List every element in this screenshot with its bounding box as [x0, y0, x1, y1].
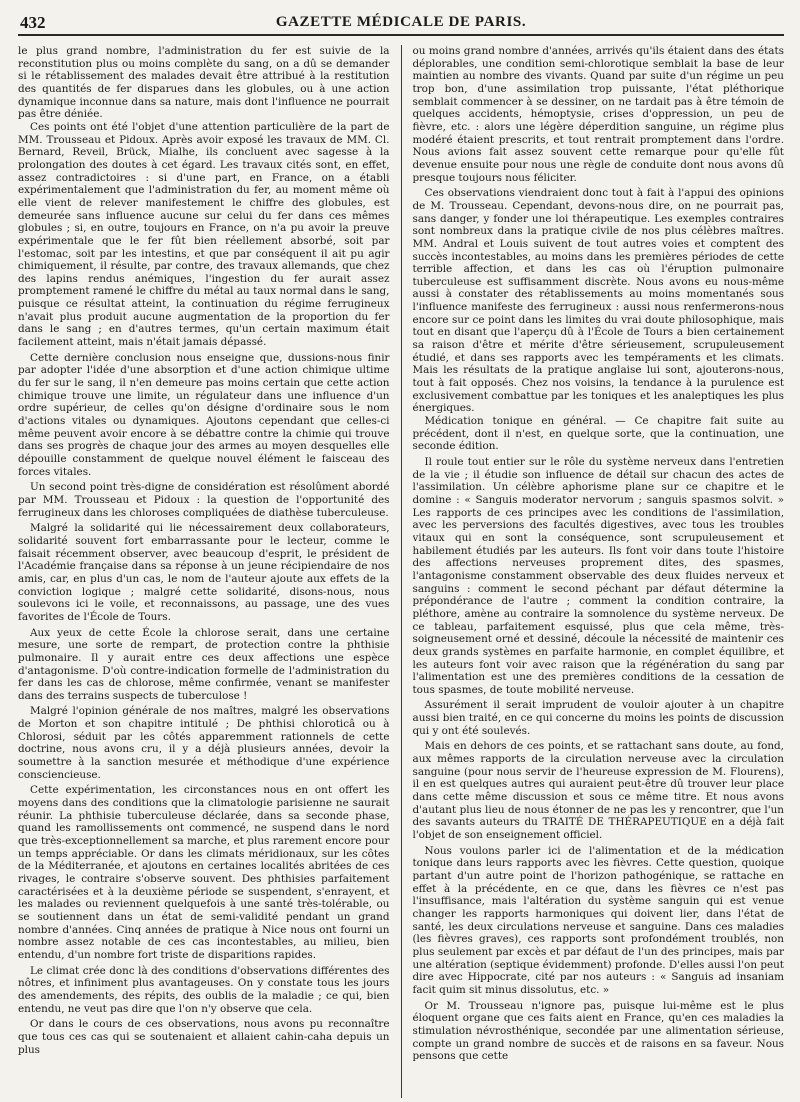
- page-number: 432: [20, 13, 46, 32]
- paragraph: Malgré la solidarité qui lie nécessairement deux collaborateurs, solidarité souvent fort embarrassante pour le lecteur, comme le faisait récemment observer, avec beaucoup d'esprit, le président de l'Académie française dans sa réponse à un jeune récipiendaire de nos amis, car, en plus d'un cas, le nom de l'auteur ajoute aux effets de la conviction logique ; malgré cette solidarité, disons-nous, nous soulevons ici le voile, et reconnaissons, au passage, une des vues favorites de l'École de Tours.: [18, 522, 390, 623]
- paragraph: Malgré l'opinion générale de nos maîtres, malgré les observations de Morton et son chapitre intitulé ; De phthisi chloroticâ ou à Chlorosi, séduit par les côtés apparemment rationnels de cette doctrine, nous avons cru, il y a déjà plusieurs années, devoir la soumettre à la sanction mesurée et méthodique d'une expérience consciencieuse.: [18, 705, 390, 781]
- left-column: [18, 45, 390, 1098]
- paragraph: Cette dernière conclusion nous enseigne que, dussions-nous finir par adopter l'idée d'une absorption et d'une action chimique ultime du fer sur le sang, il n'en demeure pas moins certain que cette action chimique trouve une limite, un régulateur dans une influence d'un ordre supérieur, de celles qu'on désigne d'ordinaire sous le nom d'actions vitales ou dynamiques. Ajoutons cependant que celles-ci même peuvent avoir encore à se débattre contre la chimie qui trouve dans ses progrès de chaque jour des armes au moyen desquelles elle dépouille constamment de quelque nouvel élément le faisceau des forces vitales.: [18, 351, 390, 478]
- paragraph: Nous voulons parler ici de l'alimentation et de la médication tonique dans leurs rapports avec les fièvres. Cette question, quoique partant d'un autre point de l'horizon pathogénique, se rattache en effet à la précédente, en ce que, dans les fièvres ce n'est pas l'insuffisance, mais l'altération du système sanguin qui est venue changer les rapports harmoniques qui doivent lier, dans l'état de santé, les deux circulations nerveuse et sanguine. Dans ces maladies (les fièvres graves), ces rapports sont profondément troublés, non plus seulement par excès et par défaut de l'un des principes, mais par une altération (septique évidemment) profonde. D'elles aussi l'on peut dire avec Hippocrate, cité par nos auteurs : « Sanguis ad insaniam facit quim sit minus dissolutus, etc. »: [412, 844, 784, 996]
- paragraph: Ces points ont été l'objet d'une attention particulière de la part de MM. Trousseau et Pidoux. Après avoir exposé les travaux de MM. Cl. Bernard, Reveil, Brück, Mialhe, ils concluent avec sagesse à la prolongation des doutes à cet égard. Les travaux cités sont, en effet, assez contradictoires : si d'une part, en France, on a établi expérimentalement que l'administration du fer, au moment même où elle vient de relever manifestement le chiffre des globules, est demeurée sans influence aucune sur celui du fer dans ces mêmes globules ; si, en outre, toujours en France, on n'a pu avoir la preuve expérimentale que le fer fût bien réellement absorbé, soit par l'estomac, soit par les intestins, et que par conséquent il ait pu agir chimiquement, il résulte, par contre, des travaux allemands, que chez des lapins rendus anémiques, l'ingestion du fer aurait assez promptement ramené le chiffre du métal au taux normal dans le sang, puisque ce résultat atteint, la continuation du régime ferrugineux n'avait plus produit aucune augmentation de la proportion du fer dans le sang ; en d'autres termes, qu'un certain maximum était facilement atteint, mais n'était jamais dépassé.: [18, 120, 390, 349]
- paragraph: Assurément il serait imprudent de vouloir ajouter à un chapitre aussi bien traité, en ce qui concerne du moins les points de discussion qui y ont été soulevés.: [412, 699, 784, 737]
- publication-title: GAZETTE MÉDICALE DE PARIS.: [275, 14, 527, 30]
- paragraph: Or dans le cours de ces observations, nous avons pu reconnaître que tous ces cas qui se soutenaient et allaient cahin-caha depuis un plus: [18, 1018, 390, 1056]
- paragraph: Le climat crée donc là des conditions d'observations différentes des nôtres, et infiniment plus avantageuses. On y constate tous les jours des amendements, des répits, des oublis de la maladie ; ce qui, bien entendu, ne veut pas dire que l'on n'y observe que cela.: [18, 964, 390, 1015]
- paragraph: Il roule tout entier sur le rôle du système nerveux dans l'entretien de la vie ; il étudie son influence de détail sur chacun des actes de l'assimilation. Un célèbre aphorisme plane sur ce chapitre et le domine : « Sanguis moderator nervorum ; sanguis spasmos solvit. » Les rapports de ces principes avec les conditions de l'assimilation, avec les perversions des facultés digestives, avec tous les troubles vitaux qui en sont la conséquence, sont scrupuleusement et habilement étudiés par les auteurs. Ils font voir dans toute l'histoire des affections nerveuses proprement dites, des spasmes, l'antagonisme constamment observable des deux fluides nerveux et sanguins : comment le second péchant par défaut détermine la prépondérance de l'autre ; comment la condition contraire, la pléthore, amène au contraire la somnolence du système nerveux. De ce tableau, parfaitement esquissé, plus que cela même, très-soigneusement orné et dessiné, découle la nécessité de maintenir ces deux grands systèmes en parfaite harmonie, en complet équilibre, et les auteurs font voir avec raison que la régénération du sang par l'alimentation est une des premières conditions de la cessation de tous spasmes, de toute mobilité nerveuse.: [412, 456, 784, 696]
- page-header: [18, 12, 784, 36]
- text-columns: [18, 45, 784, 1098]
- paragraph: Or M. Trousseau n'ignore pas, puisque lui-même est le plus éloquent organe que ces faits aient en France, qu'en ces maladies la stimulation névrosthénique, secondée par une alimentation sérieuse, compte un grand nombre de succès et de raisons en sa faveur. Nous pensons que cette: [412, 999, 784, 1063]
- right-column: [413, 45, 785, 1098]
- paragraph: Cette expérimentation, les circonstances nous en ont offert les moyens dans des conditions que la climatologie parisienne ne saurait réunir. La phthisie tuberculeuse déclarée, dans sa seconde phase, quand les ramollissements ont commencé, ne suspend dans le nord que très-exceptionnellement sa marche, et plus rarement encore pour un temps appréciable. Or dans les climats méridionaux, sur les côtes de la Méditerranée, et ajoutons en certaines localités abritées de ces rivages, le contraire s'observe souvent. Des phthisies parfaitement caractérisées et à la deuxième période se suspendent, s'enrayent, et les malades ou reviennent quelquefois à une santé très-tolérable, ou se soutiennent dans un état de semi-validité pendant un grand nombre d'années. Cinq années de pratique à Nice nous ont fourni un nombre assez notable de ces cas incontestables, au milieu, bien entendu, d'un nombre fort triste de disparitions rapides.: [18, 784, 390, 961]
- paragraph: ou moins grand nombre d'années, arrivés qu'ils étaient dans des états déplorables, une condition semi-chlorotique semblait la base de leur maintien au nombre des vivants. Quand par suite d'un régime un peu trop bon, d'une assimilation trop puissante, l'état pléthorique semblait commencer à se dessiner, on ne tardait pas à être témoin de quelques accidents, hémoptysie, crises d'oppression, un peu de fièvre, etc. : alors une légère déperdition sanguine, un régime plus modéré étaient prescrits, et tout rentrait promptement dans l'ordre. Nous avions fait assez souvent cette remarque pour qu'elle fût devenue ensuite pour nous une règle de conduite dont nous avons dû presque toujours nous féliciter.: [412, 45, 784, 184]
- section-heading-paragraph: Médication tonique en général. — Ce chapitre fait suite au précédent, dont il n'est, en quelque sorte, que la continuation, une seconde édition.: [412, 415, 784, 453]
- paragraph: Ces observations viendraient donc tout à fait à l'appui des opinions de M. Trousseau. Cependant, devons-nous dire, on ne pourrait pas, sans danger, y fonder une loi thérapeutique. Les exemples contraires sont nombreux dans la pratique civile de nos plus célèbres maîtres. MM. Andral et Louis suivent de tout autres voies et comptent des succès incontestables, au moins dans les premières périodes de cette terrible affection, et dans les cas où l'éruption pulmonaire tuberculeuse est suffisamment discrète. Nous avons eu nous-même aussi à constater des rétablissements au moins momentanés sous l'influence manifeste des ferrugineux : aussi nous renfermerons-nous encore sur ce point dans les limites du vrai doute philosophique, mais tout en disant que l'aperçu dû à l'École de Tours a bien certainement sa raison d'être et mérite d'être sérieusement, scrupuleusement étudié, et dans ses rapports avec les tempéraments et les climats. Mais les résultats de la pratique anglaise lui sont, ajouterons-nous, tout à fait opposés. Chez nos voisins, la tendance à la purulence est exclusivement combattue par les toniques et les analeptiques les plus énergiques.: [412, 187, 784, 415]
- column-divider: [401, 45, 402, 1098]
- paragraph: le plus grand nombre, l'administration du fer est suivie de la reconstitution plus ou moins complète du sang, on a dû se demander si le rétablissement des malades devait être attribué à la restitution des quantités de fer disparues dans les globules, ou à une action dynamique inconnue dans sa nature, mais dont l'influence ne pourrait pas être déniée.: [18, 45, 390, 121]
- paragraph: Mais en dehors de ces points, et se rattachant sans doute, au fond, aux mêmes rapports de la circulation nerveuse avec la circulation sanguine (pour nous servir de l'heureuse expression de M. Flourens), il en est quelques autres qui auraient peut-être dû trouver leur place dans cette même discussion et sous ce même titre. Et nous avons d'autant plus lieu de nous étonner de ne pas les y rencontrer, que l'un des savants auteurs du TRAITÉ DE THÉRAPEUTIQUE en a déjà fait l'objet de son enseignement officiel.: [412, 740, 784, 842]
- paragraph: Un second point très-digne de considération est résolûment abordé par MM. Trousseau et Pidoux : la question de l'opportunité des ferrugineux dans les chloroses compliquées de diathèse tuberculeuse.: [18, 481, 390, 519]
- paragraph: Aux yeux de cette École la chlorose serait, dans une certaine mesure, une sorte de rempart, de protection contre la phthisie pulmonaire. Il y aurait entre ces deux affections une espèce d'antagonisme. D'où contre-indication formelle de l'administration du fer dans les cas de chlorose, même confirmée, venant se manifester dans des terrains suspects de tuberculose !: [18, 626, 390, 702]
